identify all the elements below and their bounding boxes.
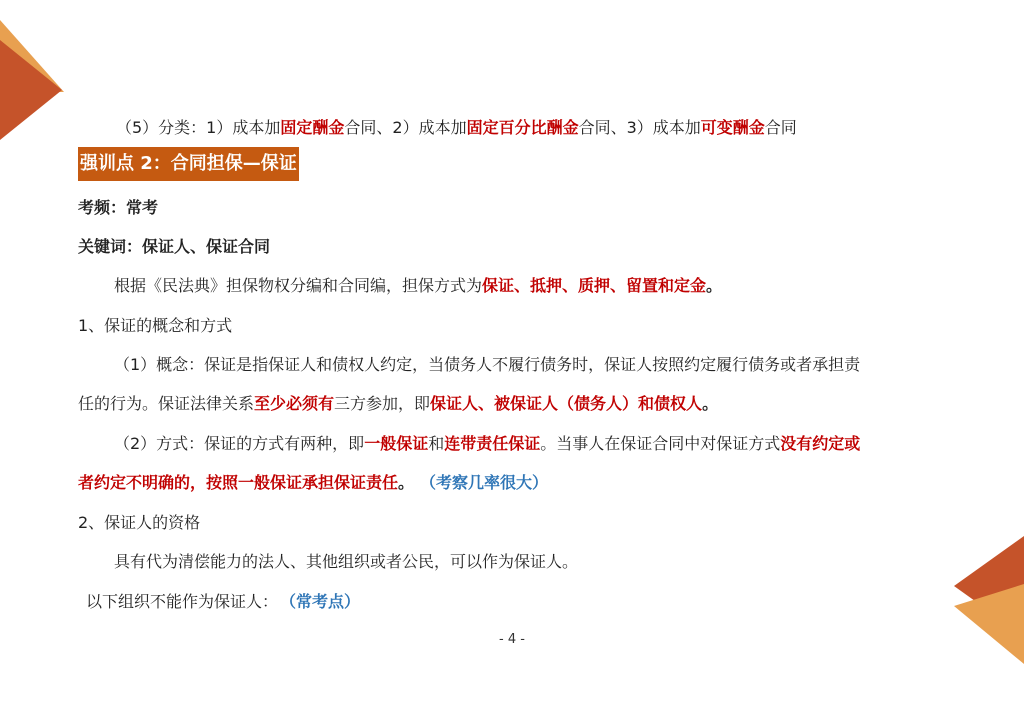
- section-title: 强训点 2：合同担保—保证: [78, 147, 299, 181]
- text: 合同、3）成本加: [578, 118, 701, 137]
- top-left-decoration: [0, 20, 70, 145]
- method-line-2: [78, 472, 954, 494]
- text: 三方参加，即: [334, 394, 431, 413]
- exclusion-line: [78, 591, 954, 613]
- text: 根据《民法典》担保物权分编和合同编，担保方式为: [114, 276, 483, 295]
- keywords-line: 关键词：保证人、保证合同: [78, 237, 271, 256]
- highlight: 者约定不明确的，按照一般保证承担保证责任: [78, 473, 399, 492]
- concept-line-1: （1）概念：保证是指保证人和债权人约定，当债务人不履行债务时，保证人按照约定履行债务或者承担责: [114, 355, 861, 374]
- highlight: 一般保证: [364, 434, 429, 453]
- text: 。: [398, 473, 415, 492]
- heading-concept-and-method: 1、保证的概念和方式: [78, 316, 233, 335]
- highlight: 连带责任保证: [444, 434, 541, 453]
- highlight: 至少必须有: [254, 394, 335, 413]
- highlight: 固定酬金: [280, 118, 345, 137]
- text: 合同: [764, 118, 797, 137]
- highlight: 固定百分比酬金: [466, 118, 579, 137]
- text: 以下组织不能作为保证人：: [86, 592, 279, 611]
- text: （2）方式：保证的方式有两种，即: [114, 434, 365, 453]
- frequency-line: 考频：常考: [78, 198, 159, 217]
- text: 任的行为。保证法律关系: [78, 394, 255, 413]
- method-line-1: [78, 433, 954, 455]
- text: 合同、2）成本加: [344, 118, 467, 137]
- page-number: - 4 -: [499, 632, 525, 647]
- note: （考察几率很大）: [428, 473, 549, 492]
- qualification-paragraph: 具有代为清偿能力的法人、其他组织或者公民，可以作为保证人。: [114, 552, 579, 571]
- text: 。当事人在保证合同中对保证方式: [540, 434, 781, 453]
- text: （5）分类：1）成本加: [116, 118, 281, 137]
- text: 。: [706, 276, 723, 295]
- highlight: 保证人、被保证人（债务人）和债权人: [430, 394, 703, 413]
- intro-paragraph: [78, 275, 954, 297]
- note: （常考点）: [288, 592, 361, 611]
- concept-line-2: [78, 393, 954, 415]
- classification-line: [78, 117, 954, 139]
- highlight: 保证、抵押、质押、留置和定金: [482, 276, 707, 295]
- heading-guarantor-qualification: 2、保证人的资格: [78, 513, 201, 532]
- text: 和: [428, 434, 445, 453]
- bottom-right-light-triangle: [954, 584, 1024, 664]
- highlight: 没有约定或: [780, 434, 861, 453]
- highlight: 可变酬金: [700, 118, 765, 137]
- text: 。: [702, 394, 719, 413]
